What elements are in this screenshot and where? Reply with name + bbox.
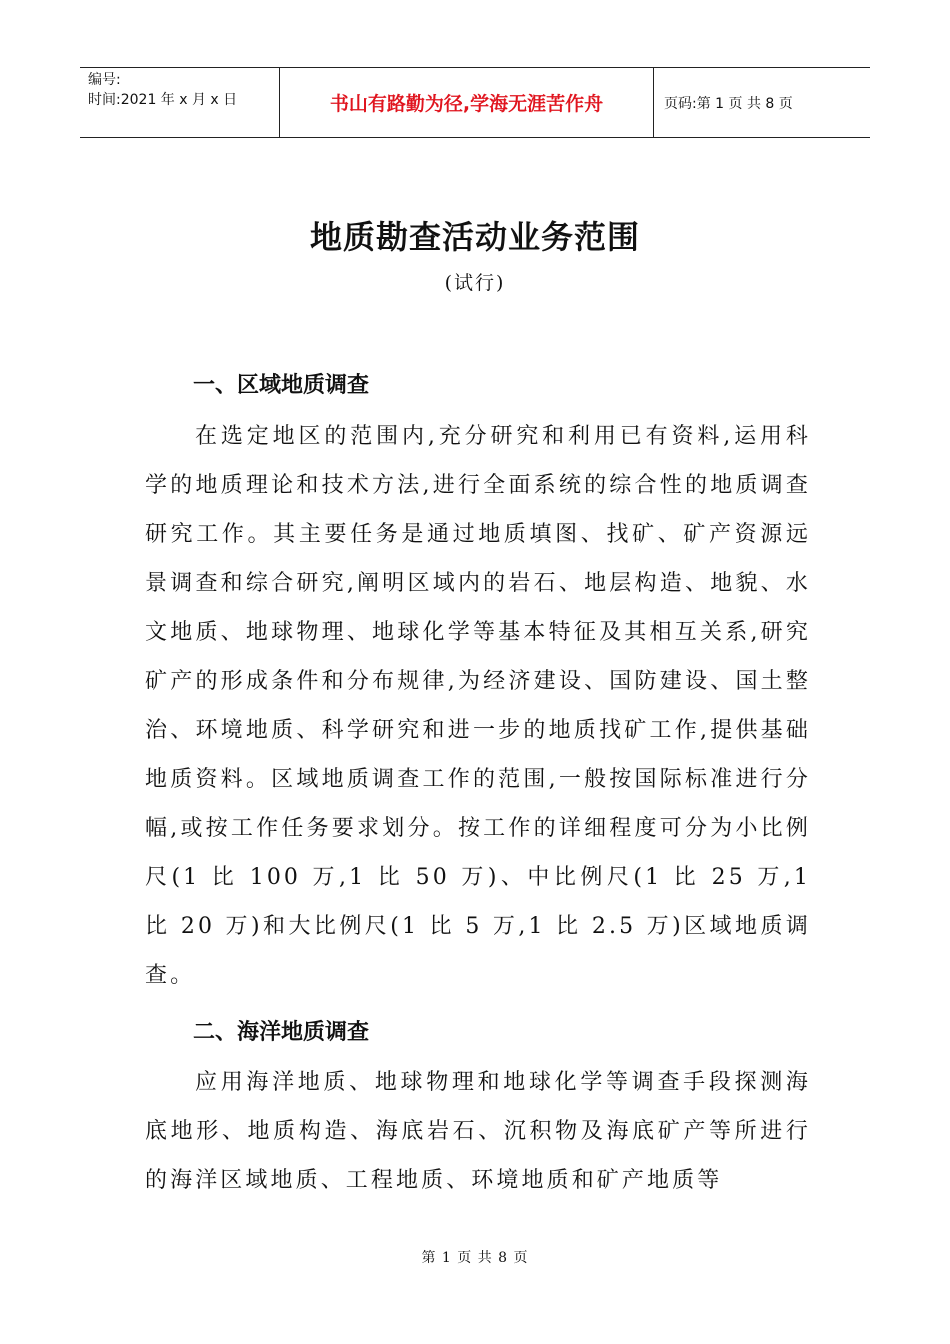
document-title: 地质勘查活动业务范围 <box>309 218 640 256</box>
section-heading-marine-geology: 二、海洋地质调查 <box>193 1020 370 1045</box>
header-meta-cell <box>80 68 280 137</box>
header-page-info: 页码:第 1 页 共 8 页 <box>664 95 793 112</box>
section-body-regional-geology: 在选定地区的范围内,充分研究和利用已有资料,运用科学的地质理论和技术方法,进行全面系统的综合性的地质调查研究工作。其主要任务是通过地质填图、找矿、矿产资源远景调查和综合研究,阐明区域内的岩石、地层构造、地貌、水文地质、地球物理、地球化学等基本特征及其相互关系,研究矿产的形成条件和分布规律,为经济建设、国防建设、国土整治、环境地质、科学研究和进一步的地质找矿工作,提供基础地质资料。区域地质调查工作的范围,一般按国际标准进行分幅,或按工作任务要求划分。按工作的详细程度可分为小比例尺(1 比 100 万,1 比 50 万)、中比例尺(1 比 25 万,1 比 20 万)和大比例尺(1 比 5 万,1 比 2.5 万)区域地质调查。 <box>145 424 811 988</box>
header-motto: 书山有路勤为径,学海无涯苦作舟 <box>329 93 604 115</box>
document-time-label: 时间:2021 年 x 月 x 日 <box>88 92 238 108</box>
document-number-label: 编号: <box>88 72 121 88</box>
header-motto-cell <box>280 68 654 137</box>
header-page-cell <box>654 68 870 137</box>
section-body-marine-geology: 应用海洋地质、地球物理和地球化学等调查手段探测海底地形、地质构造、海底岩石、沉积物及海底矿产等所进行的海洋区域地质、工程地质、环境地质和矿产地质等 <box>145 1070 811 1193</box>
page-footer: 第 1 页 共 8 页 <box>421 1250 529 1266</box>
document-subtitle: (试行) <box>444 272 506 294</box>
section-heading-regional-geology: 一、区域地质调查 <box>193 373 370 398</box>
header-table <box>80 67 870 138</box>
